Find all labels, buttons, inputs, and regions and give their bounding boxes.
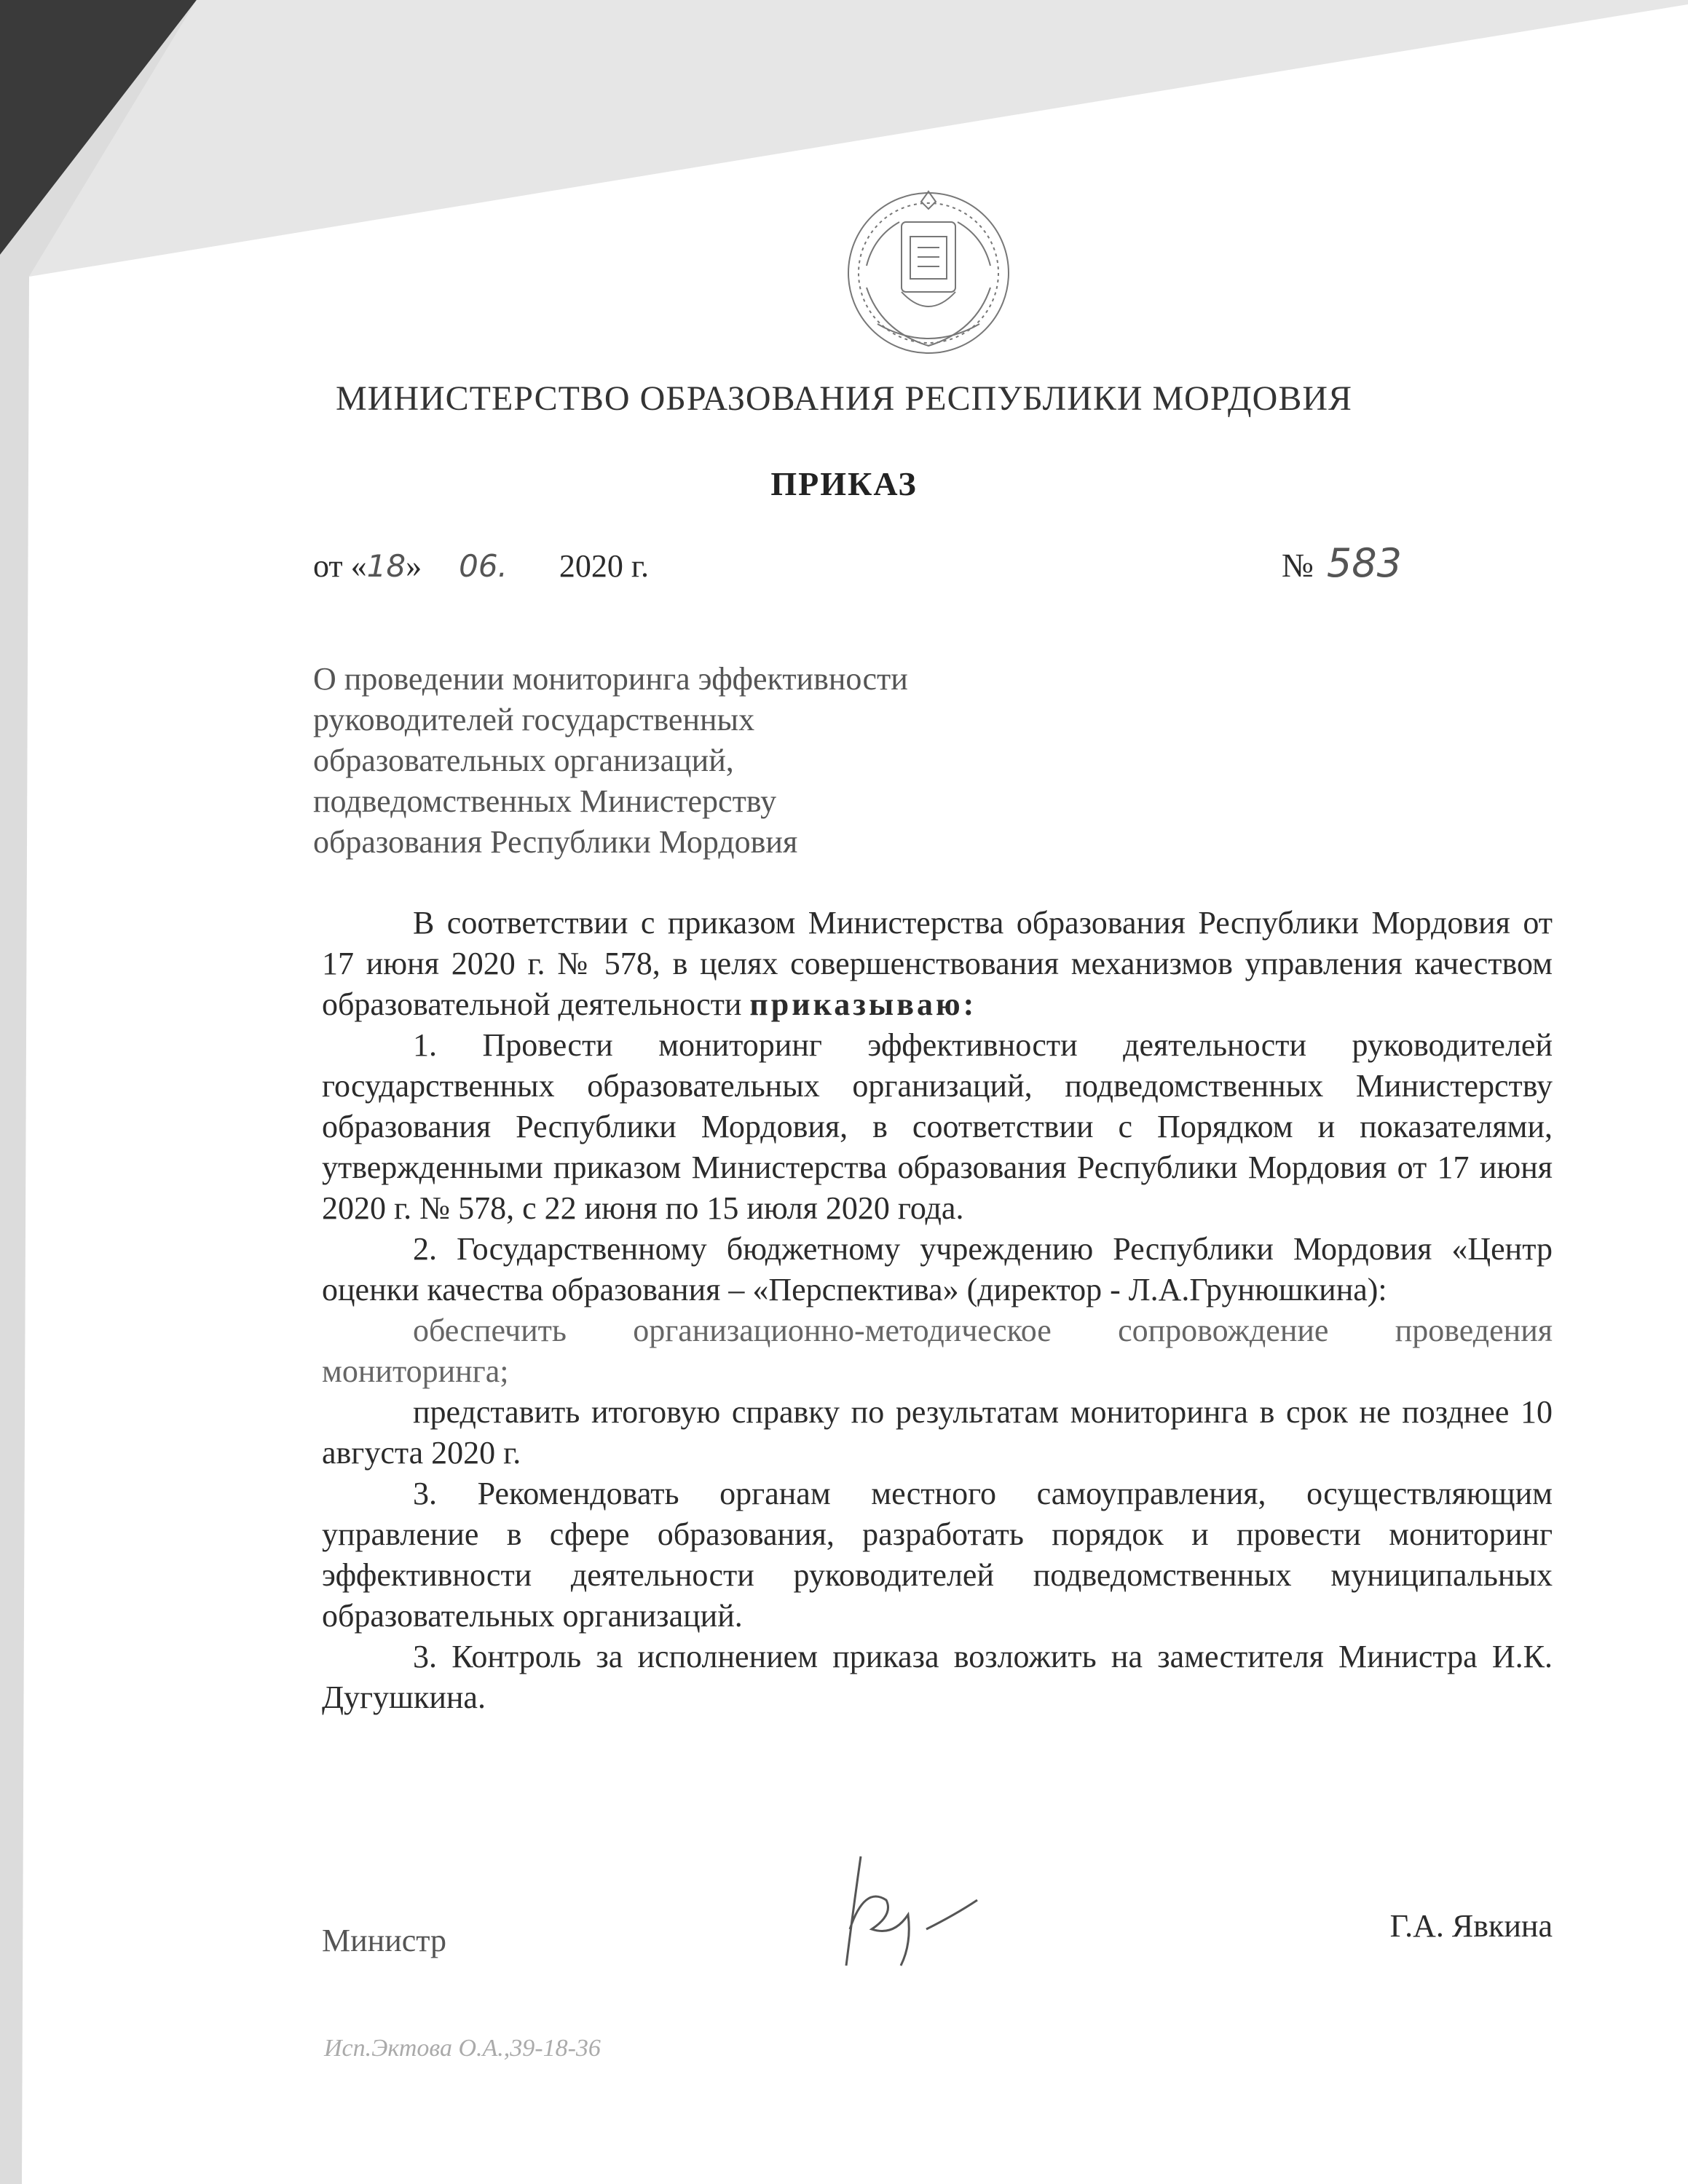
body-intro bbox=[322, 903, 1553, 1025]
handwritten-signature bbox=[817, 1842, 1006, 1987]
subject-line: руководителей государственных bbox=[313, 702, 755, 737]
subject-line: О проведении мониторинга эффективности bbox=[313, 661, 908, 697]
body-item-3: 3. Рекомендовать органам местного самоуправления, осуществляющим управление в сфере образования, разработать порядок и провести мониторинг эффективности деятельности руководителей подведомственных муниципальных образовательных организаций. bbox=[322, 1476, 1553, 1634]
body-item-1: 1. Провести мониторинг эффективности деятельности руководителей государственных образовательных организаций, подведомственных Министерству образования Республики Мордовия, в соответствии с Порядком и показателями, утвержденными приказом Министерства образования Республики Мордовия от 17 июня 2020 г. № 578, с 22 июня по 15 июля 2020 года. bbox=[322, 1027, 1553, 1226]
date-year: 2020 г. bbox=[559, 548, 649, 584]
date-day: 18 bbox=[366, 548, 406, 584]
signatory-name: Г.А. Явкина bbox=[1389, 1908, 1553, 1944]
order-subject bbox=[313, 659, 1114, 863]
ministry-heading: МИНИСТЕРСТВО ОБРАЗОВАНИЯ РЕСПУБЛИКИ МОРДОВИЯ bbox=[335, 379, 1353, 418]
body-item-4: 3. Контроль за исполнением приказа возложить на заместителя Министра И.К. Дугушкина. bbox=[322, 1639, 1553, 1715]
intro-text: В соответствии с приказом Министерства образования Республики Мордовия от 17 июня 2020 г. № 578, в целях совершенствования механизмов управления качеством образовательной деятельности bbox=[322, 905, 1553, 1022]
subject-line: образования Республики Мордовия bbox=[313, 824, 798, 860]
number-value: 583 bbox=[1326, 540, 1402, 586]
executor-note: Исп.Эктова О.А.,39-18-36 bbox=[324, 2035, 601, 2062]
body-item-2: 2. Государственному бюджетному учреждению Республики Мордовия «Центр оценки качества образования – «Перспектива» (директор - Л.А.Грунюшкина): bbox=[322, 1231, 1553, 1307]
signatory-title: Министр bbox=[322, 1923, 447, 1958]
intro-command: приказываю: bbox=[749, 986, 977, 1022]
order-body bbox=[322, 903, 1553, 1718]
coat-of-arms-emblem bbox=[837, 178, 1019, 368]
date-mid: » bbox=[406, 548, 422, 584]
order-title: ПРИКАЗ bbox=[770, 465, 918, 502]
order-number bbox=[1282, 540, 1402, 586]
body-item-2a: обеспечить организационно-методическое сопровождение проведения мониторинга; bbox=[322, 1313, 1553, 1389]
body-item-2b: представить итоговую справку по результатам мониторинга в срок не позднее 10 августа 2020 г. bbox=[322, 1394, 1553, 1471]
date-prefix: от « bbox=[313, 548, 367, 584]
subject-line: подведомственных Министерству bbox=[313, 783, 777, 819]
number-label: № bbox=[1282, 547, 1314, 584]
signature-block bbox=[322, 1907, 1553, 1995]
order-date bbox=[313, 547, 649, 585]
date-month: 06. bbox=[459, 548, 508, 584]
subject-line: образовательных организаций, bbox=[313, 743, 734, 778]
